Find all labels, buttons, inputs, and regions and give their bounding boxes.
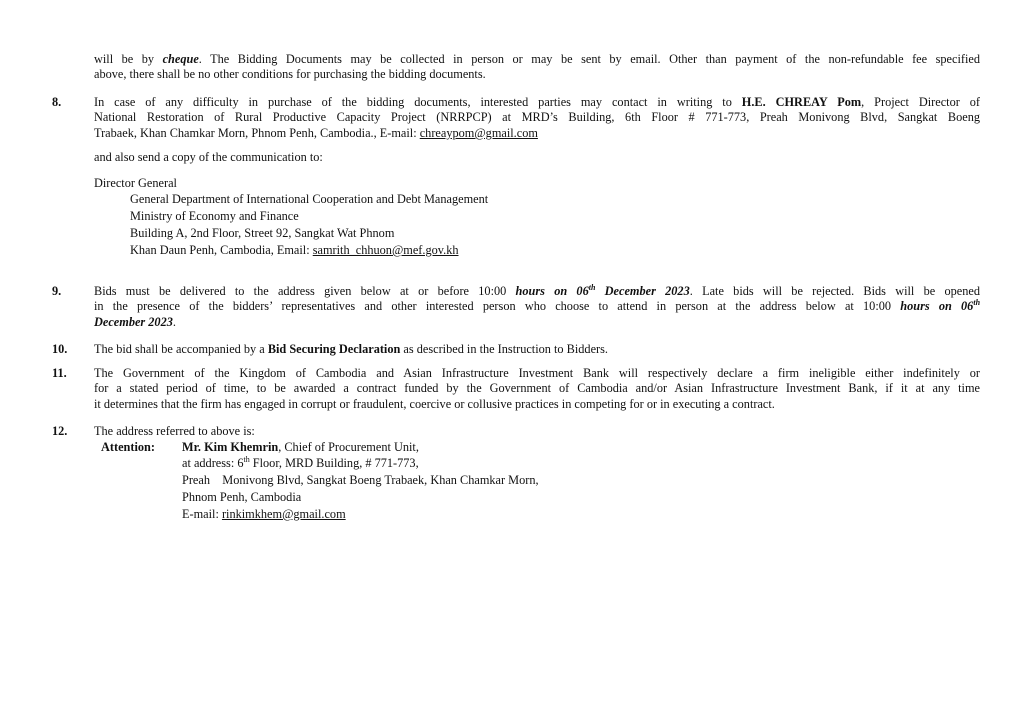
p9-time: 10:00 [478, 284, 507, 298]
p10-line-1 [94, 342, 980, 357]
p7-cheque: cheque [162, 52, 199, 66]
recipient-line-4 [130, 243, 459, 258]
p8-text: Trabaek, Khan Chamkar Morn, Phnom Penh, Cambodia., E-mail: [94, 125, 420, 140]
p9-sup: th [973, 298, 981, 308]
recipient-line-2: Ministry of Economy and Finance [130, 209, 299, 223]
p9-line-3 [94, 315, 980, 330]
p9-opening [891, 299, 980, 313]
p8-text: , Project Director of [861, 95, 981, 109]
p9-date: December 2023 [94, 314, 173, 329]
attention-name-line [182, 440, 419, 455]
paragraph-number: 11. [52, 366, 67, 380]
address-line-2: Preah Monivong Blvd, Sangkat Boeng Trabaek, Khan Chamkar Morn, [182, 473, 539, 487]
p9-hours: hours on 06 [506, 284, 589, 298]
p9-time: 10:00 [863, 299, 892, 314]
p9-hours: hours on 06 [891, 299, 974, 314]
recipient-title: Director General [94, 176, 177, 190]
p8-text: In case of any difficulty in purchase of the bidding documents, interested parties may contact in writing to [94, 95, 742, 109]
paragraph-number: 9. [52, 284, 62, 298]
address-email-line [182, 507, 346, 522]
paragraph-9 [94, 284, 980, 330]
p11-line-2: for a stated period of time, to be awarded a contract funded by the Government of Cambodia and/or Asian Infrastructure Investment Bank, if it at any time [94, 381, 980, 396]
p9-text: . [172, 314, 176, 329]
p9-line-1 [94, 284, 980, 299]
copy-note: and also send a copy of the communication to: [94, 150, 323, 164]
p11-line-1: The Government of the Kingdom of Cambodia and Asian Infrastructure Investment Bank will respectively declare a firm ineligible either indefinitely or [94, 366, 980, 380]
address-text: at address: 6 [182, 456, 244, 470]
paragraph-number: 10. [52, 342, 68, 356]
p7-text: will be by [94, 52, 163, 66]
address-line-1 [182, 456, 419, 471]
paragraph-number: 12. [52, 424, 68, 438]
recipient-email-link[interactable]: samrith_chhuon@mef.gov.kh [312, 243, 459, 257]
recipient-line-3: Building A, 2nd Floor, Street 92, Sangkat Wat Phnom [130, 226, 395, 240]
attention-name: Mr. Kim Khemrin [182, 440, 279, 454]
address-sup: th [243, 454, 250, 464]
p9-text: Bids must be delivered to the address given below at or before [94, 284, 479, 298]
p8-line-3 [94, 126, 980, 141]
address-line-3: Phnom Penh, Cambodia [182, 490, 302, 504]
attention-email-link[interactable]: rinkimkhem@gmail.com [221, 507, 346, 521]
p7-text: . The Bidding Documents may be collected in person or may be sent by email. Other than payment of the non-refundable fee specified [198, 52, 980, 66]
attention-role: , Chief of Procurement Unit, [278, 440, 419, 454]
bid-securing-declaration: Bid Securing Declaration [267, 342, 401, 356]
recipient-text: Khan Daun Penh, Cambodia, Email: [130, 243, 313, 257]
p10-text: The bid shall be accompanied by a [94, 342, 268, 356]
attention-label: Attention: [101, 440, 155, 454]
p9-deadline [506, 284, 689, 298]
p11-line-3: it determines that the firm has engaged in corrupt or fraudulent, coercive or collusive practices in competing for or in executing a contract. [94, 396, 775, 411]
paragraph-7-continuation [94, 52, 980, 83]
paragraph-number: 8. [52, 95, 62, 109]
contact-name: H.E. CHREAY Pom [741, 95, 862, 109]
p9-text: in the presence of the bidders’ representatives and other interested person who choose to attend in person at the address below at [94, 299, 864, 314]
email-label: E-mail: [182, 507, 222, 521]
p9-date: December 2023 [595, 284, 690, 298]
recipient-line-1: General Department of International Cooperation and Debt Management [130, 192, 489, 206]
address-text: Floor, MRD Building, # 771-773, [249, 456, 419, 470]
p9-sup: th [588, 282, 596, 292]
p10-text: as described in the Instruction to Bidders. [400, 342, 608, 356]
p8-line-2: National Restoration of Rural Productive Capacity Project (NRRPCP) at MRD’s Building, 6th Floor # 771-773, Preah Monivong Blvd, Sangkat Boeng [94, 110, 980, 125]
p9-line-2 [94, 299, 980, 314]
p7-line-2: above, there shall be no other conditions for purchasing the bidding documents. [94, 67, 486, 82]
paragraph-10 [94, 342, 980, 357]
contact-email-link[interactable]: chreaypom@gmail.com [419, 125, 538, 140]
paragraph-11 [94, 366, 980, 412]
paragraph-8 [94, 95, 980, 141]
p9-text: . Late bids will be rejected. Bids will be opened [689, 284, 980, 298]
p12-intro: The address referred to above is: [94, 424, 255, 438]
p8-line-1 [94, 95, 980, 110]
p7-line-1 [94, 52, 980, 67]
